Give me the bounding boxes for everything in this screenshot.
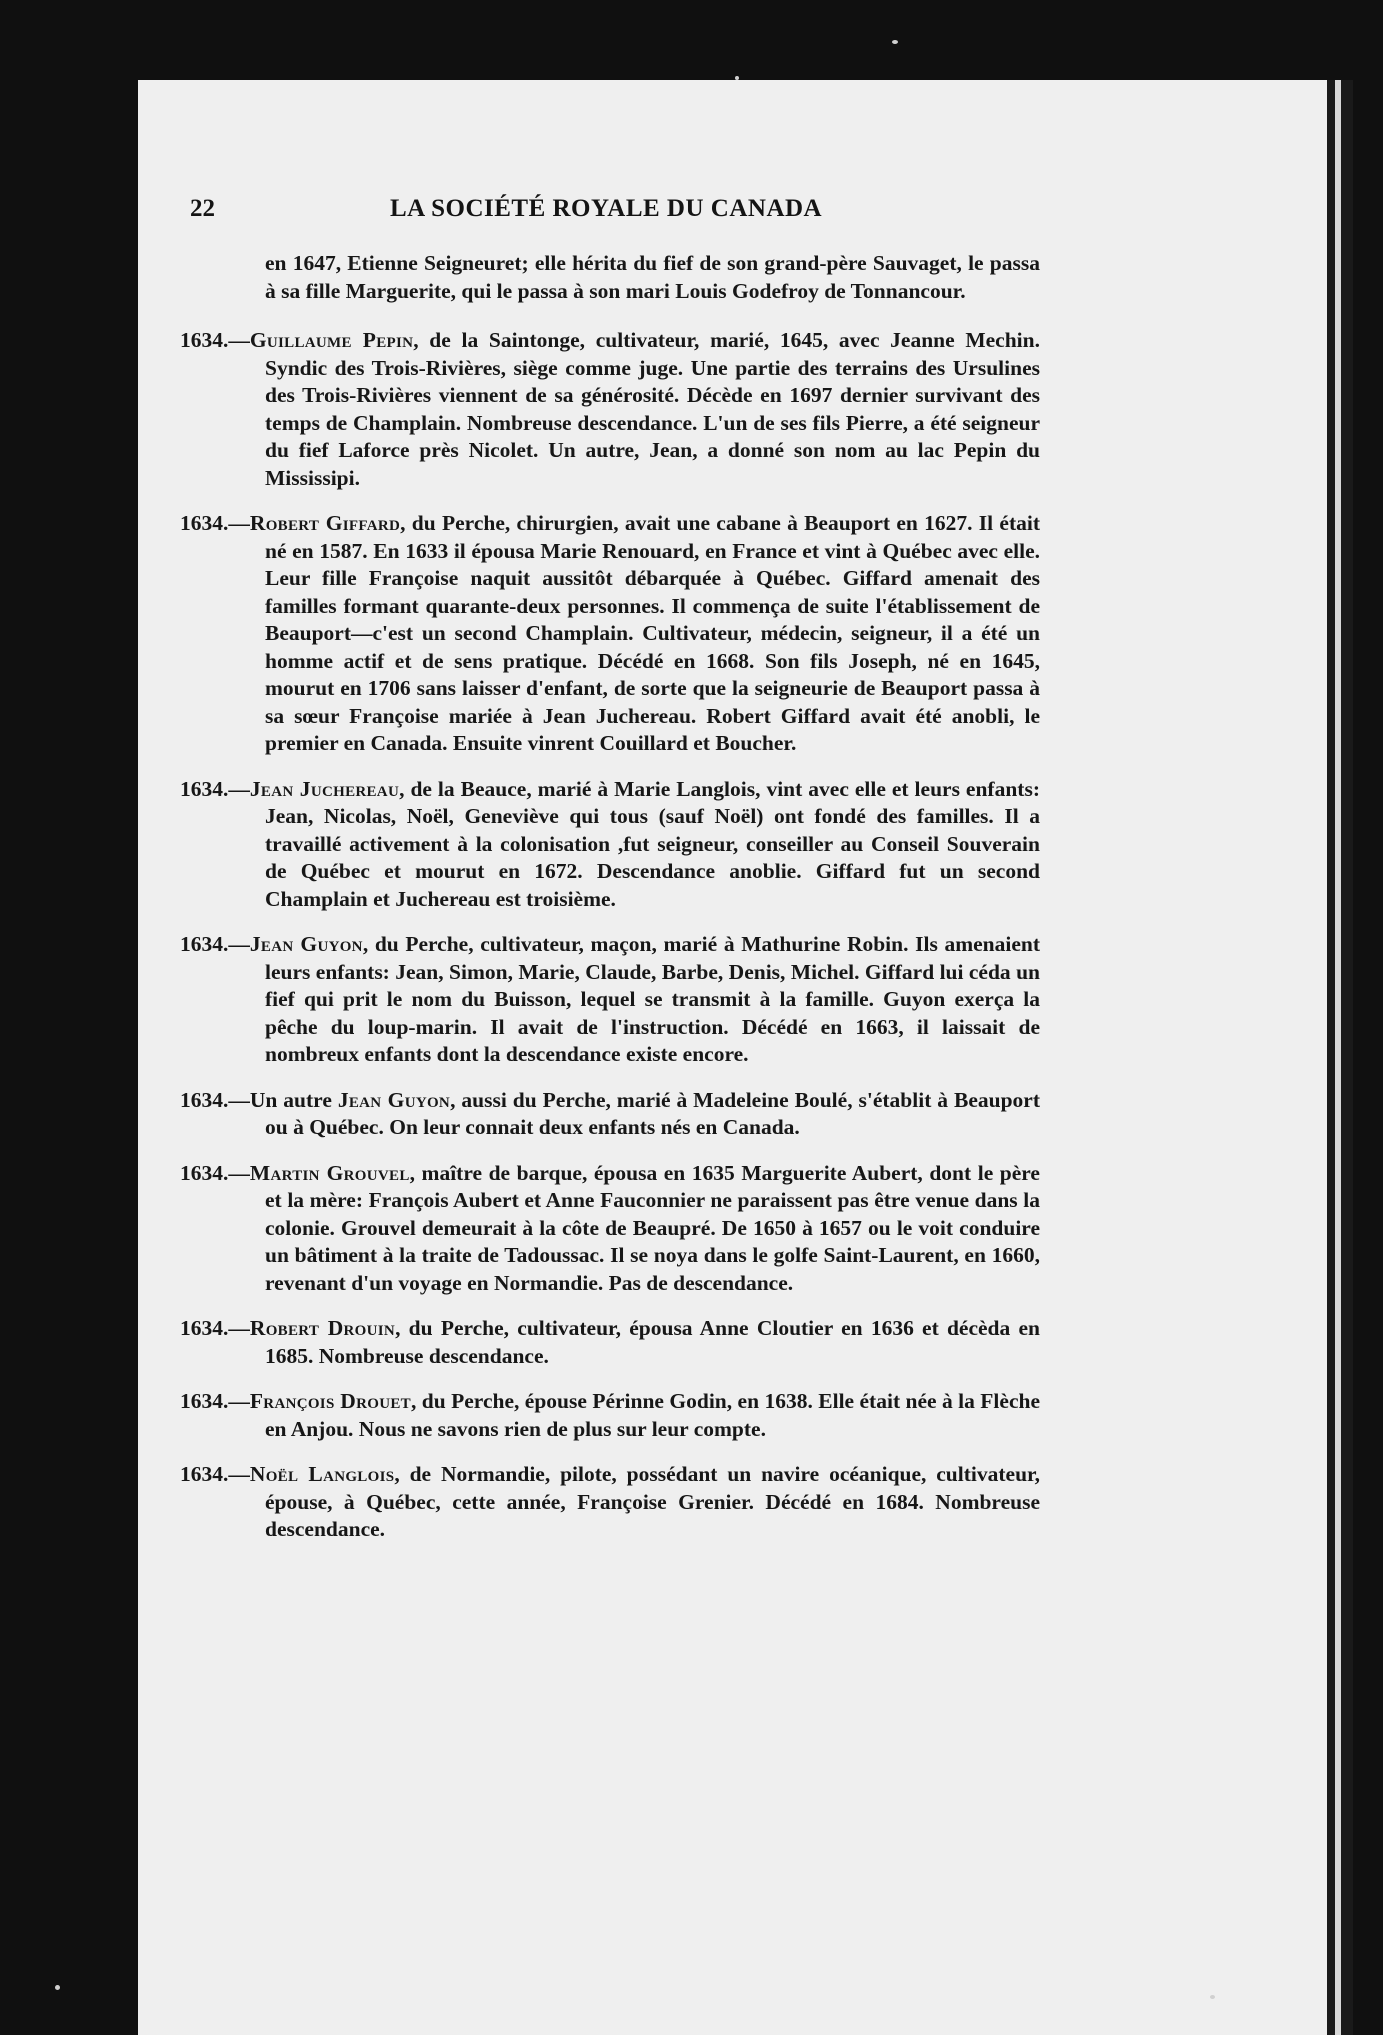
entry-name: François Drouet: [249, 1389, 411, 1413]
entry-name: Robert Drouin: [249, 1316, 396, 1340]
entry-name: Noël Langlois: [249, 1462, 395, 1486]
entry-noel-langlois: [180, 1461, 1040, 1544]
entry-text: , du Perche, cultivateur, maçon, marié à Mathurine Robin. Ils amenaient leurs enfants: Jean, Simon, Marie, Claude, Barbe, Denis, Michel. Giffard lui céda un fief qui prit le nom du Buisson, lequel se transmit à la famille. Guyon exerça la pêche du loup-marin. Il avait de l'instruction. Décédé en 1663, il laissait de nombreux enfants dont la descendance existe encore.: [265, 932, 1040, 1066]
entry-year: 1634.—: [180, 1316, 250, 1340]
entry-year: 1634.—: [180, 932, 250, 956]
entry-name: Jean Guyon: [249, 932, 363, 956]
entry-jean-juchereau: [180, 776, 1040, 914]
entry-year: 1634.—: [180, 1389, 250, 1413]
entry-jean-guyon: [180, 931, 1040, 1069]
entry-continuation: [180, 250, 1040, 305]
entry-robert-giffard: [180, 510, 1040, 758]
entry-name: Guillaume Pepin: [249, 328, 414, 352]
page-header: [190, 195, 1050, 223]
entry-year: 1634.—: [180, 328, 250, 352]
entry-year: 1634.—: [180, 1160, 250, 1185]
page-edge: [1335, 80, 1341, 2035]
entry-name: Robert Giffard: [249, 511, 401, 535]
scan-speck: [735, 76, 739, 80]
entry-text: , maître de barque, épousa en 1635 Marguerite Aubert, dont le père et la mère: François Aubert et Anne Fauconnier ne paraissent pas être venue dans la colonie. Grouvel demeurait à la côte de Beaupré. De 1650 à 1657 ou le voit conduire un bâtiment à la traite de Tadoussac. Il se noya dans le golfe Saint-Laurent, en 1660, revenant d'un voyage en Normandie. Pas de descendance.: [265, 1160, 1040, 1295]
scan-speck: [55, 1985, 60, 1990]
entry-francois-drouet: [180, 1388, 1040, 1443]
entry-name: Jean Juchereau: [249, 776, 400, 801]
entry-text: , de la Saintonge, cultivateur, marié, 1645, avec Jeanne Mechin. Syndic des Trois-Rivières, siège comme juge. Une partie des terrains des Ursulines des Trois-Rivières viennent de sa générosité. Décède en 1697 dernier survivant des temps de Champlain. Nombreuse descendance. L'un de ses fils Pierre, a été seigneur du fief Laforce près Nicolet. Un autre, Jean, a donné son nom au lac Pepin du Mississipi.: [265, 328, 1040, 490]
entry-name: Martin Grouvel: [249, 1160, 410, 1185]
entry-text: , de Normandie, pilote, possédant un navire océanique, cultivateur, épouse, à Québec, cette année, Françoise Grenier. Décédé en 1684. Nombreuse descendance.: [265, 1462, 1040, 1541]
entry-prefix: Un autre: [249, 1087, 338, 1112]
scan-speck: [892, 40, 898, 44]
entry-guillaume-pepin: [180, 327, 1040, 492]
entry-text: en 1647, Etienne Seigneuret; elle hérita du fief de son grand-père Sauvaget, le passa à sa fille Marguerite, qui le passa à son mari Louis Godefroy de Tonnancour.: [265, 251, 1040, 303]
entry-year: 1634.—: [180, 776, 250, 801]
entry-martin-grouvel: [180, 1160, 1040, 1298]
entry-text: , du Perche, cultivateur, épousa Anne Cloutier en 1636 et décèda en 1685. Nombreuse descendance.: [265, 1316, 1040, 1368]
running-head: LA SOCIÉTÉ ROYALE DU CANADA: [390, 195, 823, 222]
entry-autre-jean-guyon: [180, 1087, 1040, 1142]
entry-text: , du Perche, chirurgien, avait une cabane à Beauport en 1627. Il était né en 1587. En 1633 il épousa Marie Renouard, en France et vint à Québec avec elle. Leur fille Françoise naquit aussitôt débarquée à Québec. Giffard amenait des familles formant quarante-deux personnes. Il commença de suite l'établissement de Beauport—c'est un second Champlain. Cultivateur, médecin, seigneur, il a été un homme actif et de sens pratique. Décédé en 1668. Son fils Joseph, né en 1645, mourut en 1706 sans laisser d'enfant, de sorte que la seigneurie de Beauport passa à sa sœur Françoise mariée à Jean Juchereau. Robert Giffard avait été anobli, le premier en Canada. Ensuite vinrent Couillard et Boucher.: [265, 511, 1041, 755]
entry-text: , aussi du Perche, marié à Madeleine Boulé, s'établit à Beauport ou à Québec. On leur connait deux enfants nés en Canada.: [265, 1087, 1040, 1139]
entry-year: 1634.—: [180, 511, 250, 535]
entry-robert-drouin: [180, 1315, 1040, 1370]
entry-text: , du Perche, épouse Périnne Godin, en 1638. Elle était née à la Flèche en Anjou. Nous ne savons rien de plus sur leur compte.: [265, 1389, 1040, 1441]
entry-year: 1634.—: [180, 1087, 250, 1112]
entry-name: Jean Guyon: [337, 1087, 451, 1112]
entry-text: , de la Beauce, marié à Marie Langlois, vint avec elle et leurs enfants: Jean, Nicolas, Noël, Geneviève qui tous (sauf Noël) ont fondé des familles. Il a travaillé activement à la colonisation ,fut seigneur, conseiller au Conseil Souverain de Québec et mourut en 1672. Descendance anoblie. Giffard fut un second Champlain et Juchereau est troisième.: [265, 776, 1040, 911]
entry-year: 1634.—: [180, 1462, 250, 1486]
page-number: 22: [190, 195, 215, 222]
page-body: [180, 250, 1040, 1562]
scan-speck: [1210, 1995, 1215, 1999]
